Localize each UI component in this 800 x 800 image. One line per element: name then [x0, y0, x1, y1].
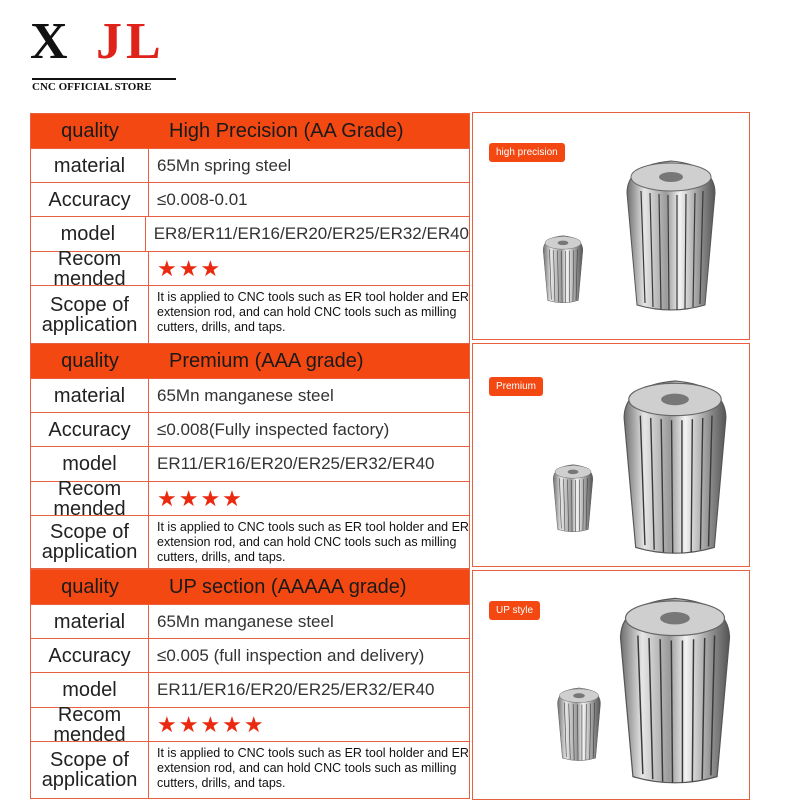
- scope-value: It is applied to CNC tools such as ER tool holder and ER extension rod, and can hold CNC tools such as milling cutters, drills, and taps.: [157, 746, 469, 790]
- scope-label: [31, 742, 149, 798]
- grade-table-aa: [30, 113, 470, 345]
- material-value: 65Mn spring steel: [157, 155, 292, 175]
- scope-label: [31, 286, 149, 344]
- recommended-label: [31, 703, 149, 746]
- quality-value: Premium (AAA grade): [169, 349, 364, 372]
- rating: [149, 252, 469, 285]
- logo-x-mark: X: [30, 13, 70, 70]
- er-collet-small-image: [550, 462, 596, 534]
- scope-row: [31, 516, 469, 568]
- material-label: material: [31, 149, 149, 182]
- rating: [149, 482, 469, 515]
- accuracy-label: Accuracy: [31, 183, 149, 216]
- quality-label: quality: [61, 350, 119, 372]
- logo-jl-mark: JL: [96, 13, 165, 70]
- material-label: material: [31, 379, 149, 412]
- recommended-label-line2: mended: [53, 723, 126, 746]
- scope-row: [31, 742, 469, 798]
- quality-row: [31, 344, 469, 379]
- accuracy-row: [31, 639, 469, 673]
- er-collet-large-image: [621, 145, 721, 325]
- recommended-label: [31, 477, 149, 520]
- accuracy-label: Accuracy: [31, 639, 149, 672]
- grade-table-aaa: [30, 343, 470, 569]
- er-collet-large-image: [615, 374, 735, 559]
- product-panel-up-style: [472, 570, 750, 800]
- recommended-label: [31, 247, 149, 290]
- material-label: material: [31, 605, 149, 638]
- brand-logo: [30, 12, 180, 93]
- grade-table-aaaaa: [30, 569, 470, 799]
- rating: [149, 708, 469, 741]
- material-value: 65Mn manganese steel: [157, 611, 334, 631]
- material-value: 65Mn manganese steel: [157, 385, 334, 405]
- model-value: ER11/ER16/ER20/ER25/ER32/ER40: [157, 454, 435, 473]
- recommended-row: [31, 477, 469, 520]
- accuracy-value: ≤0.005 (full inspection and delivery): [157, 645, 425, 665]
- quality-row: [31, 570, 469, 605]
- model-label: model: [31, 673, 149, 707]
- model-value: ER8/ER11/ER16/ER20/ER25/ER32/ER40: [153, 224, 469, 243]
- star-icon: ★★★★★: [157, 711, 266, 737]
- product-panel-high-precision: [472, 112, 750, 340]
- scope-value: It is applied to CNC tools such as ER tool holder and ER extension rod, and can hold CNC tools such as milling cutters, drills, and taps.: [157, 290, 469, 334]
- model-row: [31, 447, 469, 482]
- recommended-label-line1: Recom: [57, 703, 122, 726]
- logo-divider: [32, 78, 176, 80]
- product-panel-premium: [472, 343, 750, 567]
- quality-value: High Precision (AA Grade): [169, 119, 404, 142]
- star-icon: ★★★: [157, 255, 223, 281]
- material-row: [31, 605, 469, 639]
- recommended-label-line1: Recom: [57, 477, 122, 500]
- recommended-label-line2: mended: [53, 267, 126, 290]
- quality-label: quality: [61, 120, 119, 142]
- scope-label-line1: Scope of: [50, 294, 129, 316]
- logo-subtitle: CNC OFFICIAL STORE: [32, 81, 152, 93]
- material-row: [31, 149, 469, 183]
- scope-label-line1: Scope of: [50, 749, 129, 771]
- material-row: [31, 379, 469, 413]
- scope-label-line2: application: [41, 314, 138, 336]
- scope-label-line2: application: [41, 769, 138, 791]
- model-label: model: [31, 217, 146, 251]
- quality-value: UP section (AAAAA grade): [169, 575, 407, 598]
- grade-tag: UP style: [489, 601, 540, 620]
- grade-tag: high precision: [489, 143, 565, 162]
- er-collet-small-image: [553, 685, 605, 763]
- scope-label-line2: application: [41, 541, 138, 563]
- scope-label-line1: Scope of: [50, 521, 129, 543]
- scope-value: It is applied to CNC tools such as ER tool holder and ER extension rod, and can hold CNC tools such as milling cutters, drills, and taps.: [157, 520, 469, 564]
- model-row: [31, 673, 469, 708]
- accuracy-label: Accuracy: [31, 413, 149, 446]
- star-icon: ★★★★: [157, 485, 244, 511]
- model-row: [31, 217, 469, 252]
- recommended-row: [31, 247, 469, 290]
- grade-tag: Premium: [489, 377, 543, 396]
- accuracy-row: [31, 413, 469, 447]
- quality-row: [31, 114, 469, 149]
- accuracy-value: ≤0.008-0.01: [157, 189, 248, 209]
- scope-label: [31, 516, 149, 568]
- recommended-label-line2: mended: [53, 497, 126, 520]
- quality-label: quality: [61, 576, 119, 598]
- recommended-row: [31, 703, 469, 746]
- scope-row: [31, 286, 469, 344]
- er-collet-large-image: [611, 591, 739, 789]
- accuracy-row: [31, 183, 469, 217]
- accuracy-value: ≤0.008(Fully inspected factory): [157, 419, 390, 439]
- model-value: ER11/ER16/ER20/ER25/ER32/ER40: [157, 680, 435, 699]
- model-label: model: [31, 447, 149, 481]
- recommended-label-line1: Recom: [57, 247, 122, 270]
- er-collet-small-image: [540, 233, 586, 305]
